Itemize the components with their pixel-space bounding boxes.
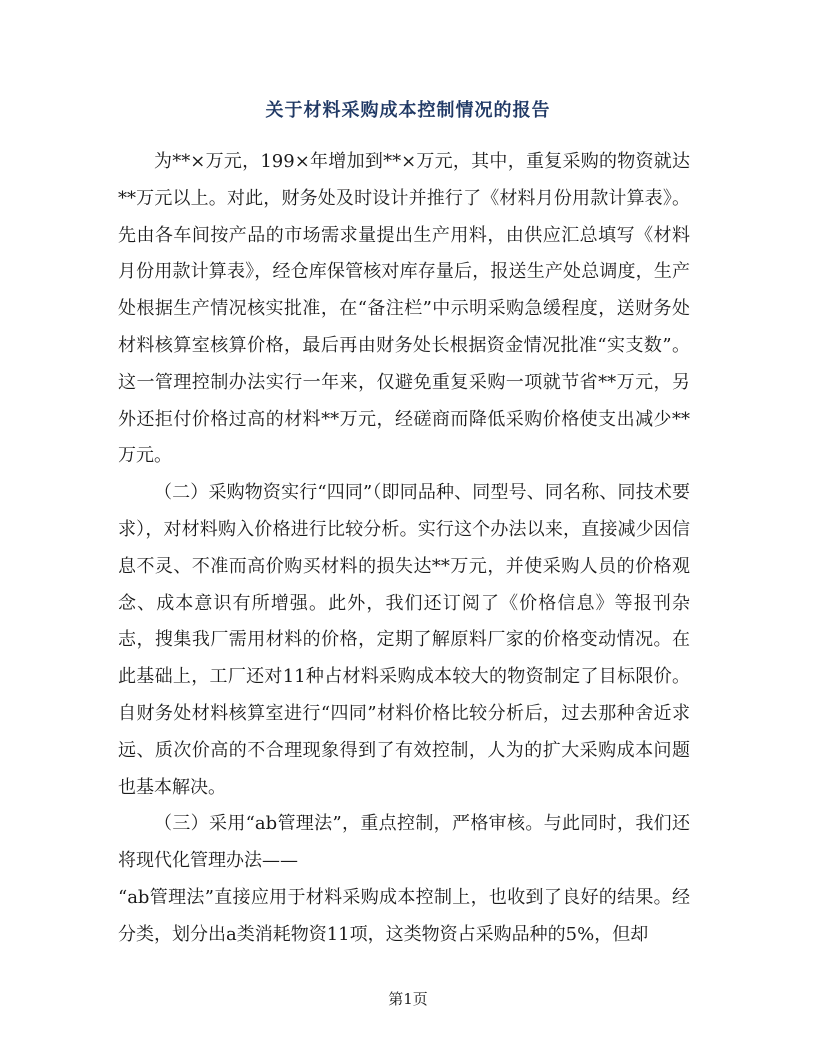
- page-title: 关于材料采购成本控制情况的报告: [265, 100, 551, 121]
- paragraph-1: 为**×万元，199×年增加到**×万元，其中，重复采购的物资就达**万元以上。对此，财务处及时设计并推行了《材料月份用款计算表》。先由各车间按产品的市场需求量提出生产用料，由供应汇总填写《材料月份用款计算表》，经仓库保管核对库存量后，报送生产处总调度，生产处根据生产情况核实批准，在“备注栏”中示明采购急缓程度，送财务处材料核算室核算价格，最后再由财务处长根据资金情况批准“实支数”。这一管理控制办法实行一年来，仅避免重复采购一项就节省**万元，另外还拒付价格过高的材料**万元，经磋商而降低采购价格使支出减少**万元。: [118, 151, 690, 467]
- paragraph-3: （三）采用“ab管理法”，重点控制，严格审核。与此同时，我们还将现代化管理办法——: [118, 813, 690, 872]
- paragraph-4: “ab管理法”直接应用于材料采购成本控制上，也收到了良好的结果。经分类，划分出a类消耗物资11项，这类物资占采购品种的5%，但却: [118, 886, 690, 945]
- document-body: [118, 144, 690, 954]
- page-number: 第1页: [388, 990, 428, 1008]
- paragraph-2: （二）采购物资实行“四同”（即同品种、同型号、同名称、同技术要求），对材料购入价格进行比较分析。实行这个办法以来，直接减少因信息不灵、不准而高价购买材料的损失达**万元，并使采购人员的价格观念、成本意识有所增强。此外，我们还订阅了《价格信息》等报刊杂志，搜集我厂需用材料的价格，定期了解原料厂家的价格变动情况。在此基础上，工厂还对11种占材料采购成本较大的物资制定了目标限价。自财务处材料核算室进行“四同”材料价格比较分析后，过去那种舍近求远、质次价高的不合理现象得到了有效控制，人为的扩大采购成本问题也基本解决。: [118, 482, 690, 798]
